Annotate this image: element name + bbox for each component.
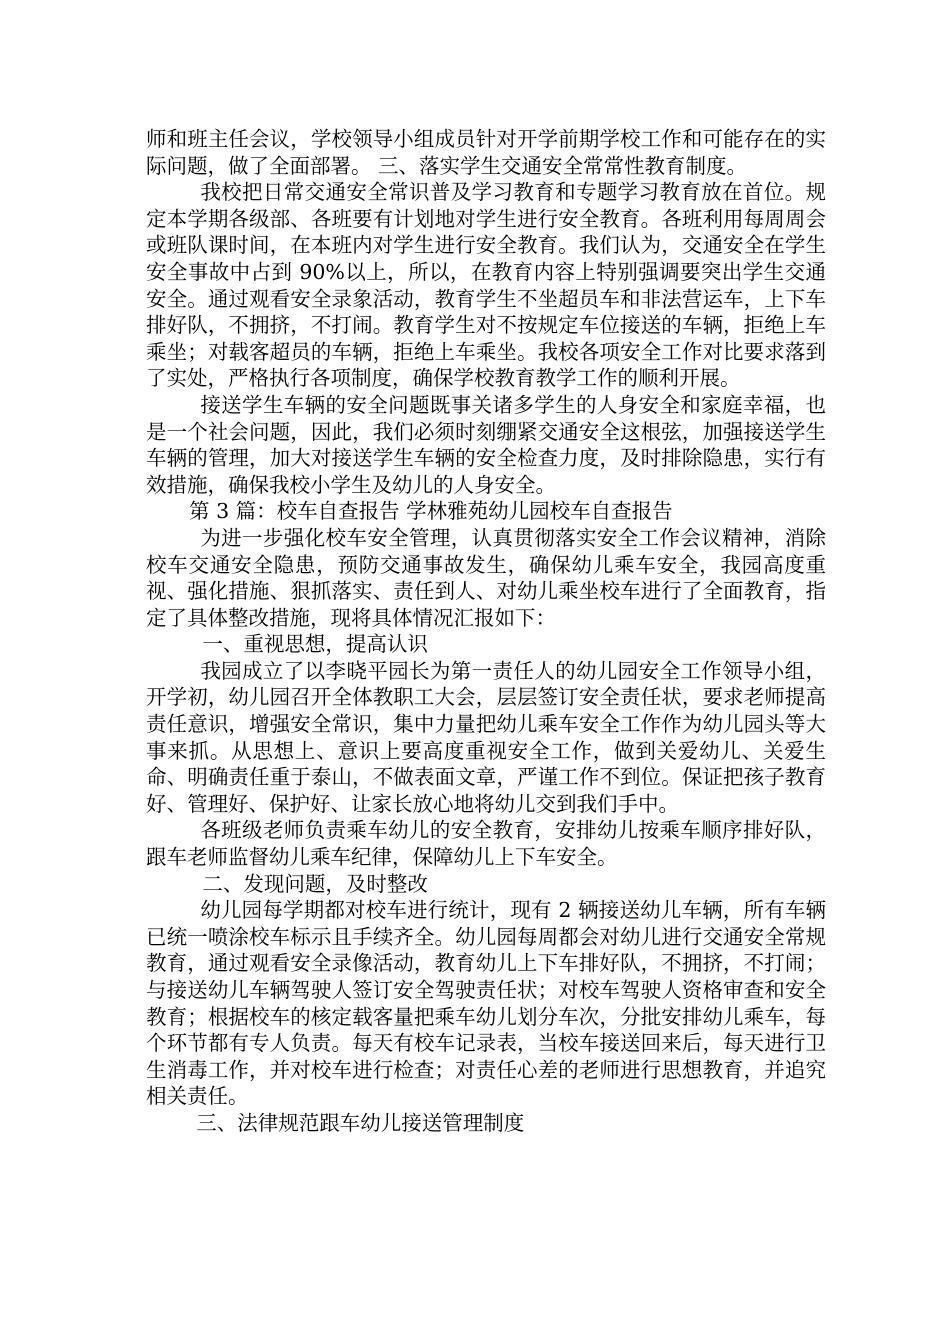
heading-three: 三、法律规范跟车幼儿接送管理制度 (196, 1110, 525, 1135)
paragraph-teachers: 各班级老师负责乘车幼儿的安全教育，安排幼儿按乘车顺序排好队，跟车老师监督幼儿乘车纪律，保障幼儿上下车安全。 (146, 818, 826, 870)
document-body (146, 126, 826, 1137)
paragraph-continuation: 师和班主任会议，学校领导小组成员针对开学前期学校工作和可能存在的实际问题，做了全面部署。 三、落实学生交通安全常常性教育制度。 (146, 127, 826, 178)
paragraph-vehicle-safety: 接送学生车辆的安全问题既事关诸多学生的人身安全和家庭幸福，也是一个社会问题，因此，我们必须时刻绷紧交通安全这根弦，加强接送学生车辆的管理，加大对接送学生车辆的安全检查力度，及时排除隐患，实行有效措施，确保我校小学生及幼儿的人身安全。 (146, 392, 826, 497)
paragraph-rectification: 幼儿园每学期都对校车进行统计，现有 2 辆接送幼儿车辆，所有车辆已统一喷涂校车标示且手续齐全。幼儿园每周都会对幼儿进行交通安全常规教育，通过观看安全录像活动，教育幼儿上下车排好队，不拥挤，不打闹；与接送幼儿车辆驾驶人签订安全驾驶责任状；对校车驾驶人资格审查和安全教育；根据校车的核定载客量把乘车幼儿划分车次，分批安排幼儿乘车，每个环节都有专人负责。每天有校车记录表，当校车接送回来后，每天进行卫生消毒工作，并对校车进行检查；对责任心差的老师进行思想教育，并追究相关责任。 (146, 898, 826, 1109)
heading-one: 一、重视思想，提高认识 (202, 632, 428, 657)
paragraph-traffic-education: 我校把日常交通安全常识普及学习教育和专题学习教育放在首位。规定本学期各级部、各班要有计划地对学生进行安全教育。各班利用每周周会或班队课时间，在本班内对学生进行安全教育。我们认为，交通安全在学生安全事故中占到 90%以上，所以，在教育内容上特别强调要突出学生交通安全。通过观看安全录象活动，教育学生不坐超员车和非法营运车，上下车排好队，不拥挤，不打闹。教育学生对不按规定车位接送的车辆，拒绝上车乘坐；对载客超员的车辆，拒绝上车乘坐。我校各项安全工作对比要求落到了实处，严格执行各项制度，确保学校教育教学工作的顺利开展。 (146, 180, 826, 391)
paragraph-leadership: 我园成立了以李晓平园长为第一责任人的幼儿园安全工作领导小组，开学初，幼儿园召开全体教职工大会，层层签订安全责任状，要求老师提高责任意识，增强安全常识，集中力量把幼儿乘车安全工作作为幼儿园头等大事来抓。从思想上、意识上要高度重视安全工作，做到关爱幼儿、关爱生命、明确责任重于泰山，不做表面文章，严谨工作不到位。保证把孩子教育好、管理好、保护好、让家长放心地将幼儿交到我们手中。 (146, 658, 826, 816)
paragraph-intro: 为进一步强化校车安全管理，认真贯彻落实安全工作会议精神，消除校车交通安全隐患，预防交通事故发生，确保幼儿乘车安全，我园高度重视、强化措施、狠抓落实、责任到人、对幼儿乘坐校车进行了全面教育，指定了具体整改措施，现将具体情况汇报如下： (146, 525, 826, 630)
section-title: 第 3 篇：校车自查报告 学林雅苑幼儿园校车自查报告 (189, 499, 673, 524)
heading-two: 二、发现问题，及时整改 (202, 871, 428, 896)
